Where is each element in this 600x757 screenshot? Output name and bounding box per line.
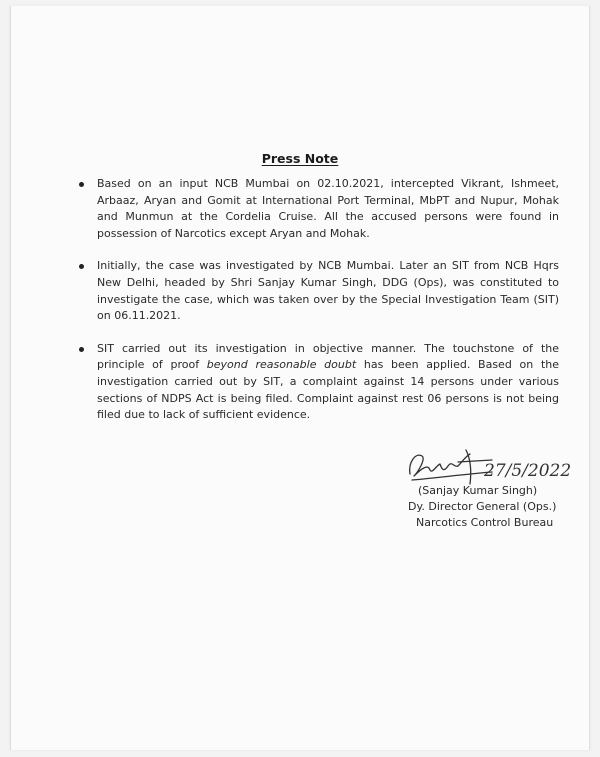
signatory-name: (Sanjay Kumar Singh) <box>418 484 538 497</box>
handwritten-signature <box>396 444 596 488</box>
list-item <box>71 341 559 424</box>
list-item <box>71 176 559 242</box>
document-page <box>10 6 590 750</box>
paragraph-text: Initially, the case was investigated by NCB Mumbai. Later an SIT from NCB Hqrs New Delhi, headed by Shri Sanjay Kumar Singh, DDG (Ops), was constituted to investigate the case, which was taken over by the Special Investigation Team (SIT) on 06.11.2021. <box>97 259 559 323</box>
paragraph-text-start: SIT carried out its investigation in objective manner. The touchstone of the principle of proof <box>97 341 559 372</box>
emphasis-text: beyond reasonable doubt <box>206 358 357 372</box>
handwritten-date: 27/5/2022 <box>484 461 572 481</box>
paragraph-text-end: has been applied. Based on the investigation carried out by SIT, a complaint against 14 persons under various sections of NDPS Act is being filed. Complaint against rest 06 persons is not being filed due to lack of sufficient evidence. <box>97 358 559 422</box>
page-title: Press Note <box>261 151 339 166</box>
organization-name: Narcotics Control Bureau <box>416 516 554 529</box>
paragraph-list <box>71 176 559 440</box>
list-item <box>71 258 559 324</box>
signature-block <box>396 444 596 534</box>
bullet-icon <box>79 182 84 187</box>
paragraph-text: Based on an input NCB Mumbai on 02.10.2021, intercepted Vikrant, Ishmeet, Arbaaz, Aryan and Gomit at International Port Terminal, MbPT and Nupur, Mohak and Munmun at the Cordelia Cruise. All the accused persons were found in possession of Narcotics except Aryan and Mohak. <box>97 177 559 240</box>
signatory-designation: Dy. Director General (Ops.) <box>408 500 557 513</box>
bullet-icon <box>79 347 84 352</box>
bullet-icon <box>79 264 84 269</box>
